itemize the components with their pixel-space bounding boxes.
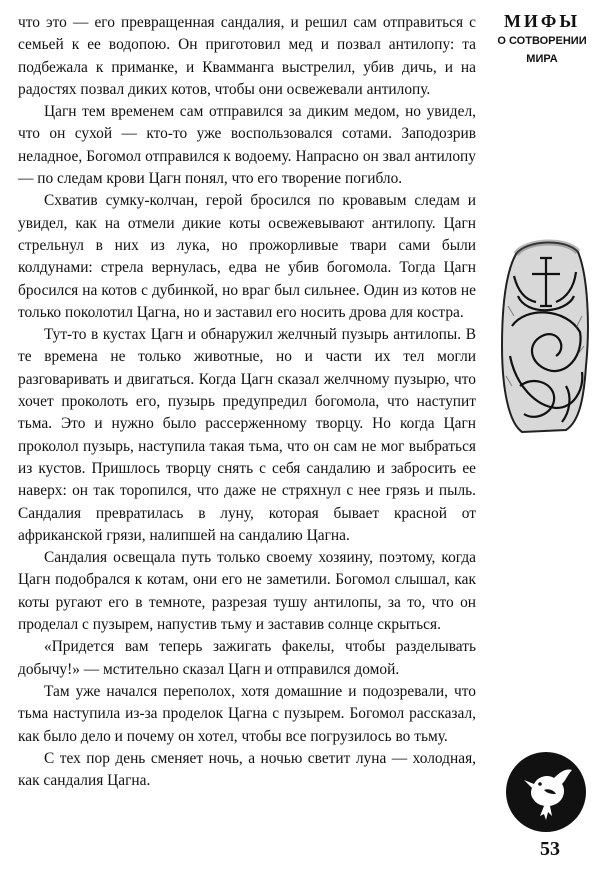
runestone-cross-icon: [496, 236, 592, 436]
bird-emblem-icon: [504, 750, 588, 834]
section-title: МИФЫ: [503, 11, 581, 31]
paragraph-7: Там уже начался переполох, хотя домашние и подозревали, что тьма наступила из-за проделок Цагна с пузырем. Богомол рассказал, как было дело и почему он хотел, чтобы все погрузилось во тьму.: [18, 682, 476, 745]
paragraph-4: Тут-то в кустах Цагн и обнаружил желчный пузырь антилопы. В те времена не только животные, но и части их тел могли разговаривать и двигаться. Когда Цагн сказал желчному пузырю, что хочет проколоть его, пузырь предупредил богомола, что наступит тьма. Это и нужно было рассерженному творцу. Но когда Цагн проколол пузырь, наступила такая тьма, что он сам не мог выбраться из кустов. Пришлось творцу снять с себя сандалию и забросить ее наверх: он так торопился, что даже не стряхнул с нее грязь и пыль. Сандалия превратилась в луну, которая бывает красной от африканской грязи, налипшей на сандалию Цагна.: [18, 326, 476, 544]
page-number: 53: [540, 838, 560, 860]
paragraph-3: Схватив сумку-колчан, герой бросился по кровавым следам и увидел, как на отмели дикие коты освежевывают антилопу. Цагн стрельнул в них из лука, но прожорливые твари сами были колдунами: стрела вернулась, едва не убив богомола. Тогда Цагн бросился на котов с дубинкой, но враг был сильнее. Один из котов не только поколотил Цагна, но и заставил его носить дрова для костра.: [18, 192, 476, 321]
section-subtitle-line2: МИРА: [526, 53, 558, 65]
section-header: [490, 10, 594, 68]
paragraph-5: Сандалия освещала путь только своему хозяину, поэтому, когда Цагн подобрался к котам, они его не заметили. Богомол слышал, как коты ругают его в темноте, разрезая тушу антилопы, за то, что он проделал с пузырем, напустив тьму и заставив солнце скрыться.: [18, 549, 476, 634]
paragraph-8: С тех пор день сменяет ночь, а ночью светит луна — холодная, как сандалия Цагна.: [18, 749, 476, 790]
paragraph-2: Цагн тем временем сам отправился за диким медом, но увидел, что он сухой — кто-то уже воспользовался сотами. Заподозрив неладное, Богомол отправился к водоему. Напрасно он звал антилопу — по следам крови Цагн понял, что его творение погибло.: [18, 103, 476, 188]
paragraph-6: «Придется вам теперь зажигать факелы, чтобы разделывать добычу!» — мстительно сказал Цагн и отправился домой.: [18, 638, 476, 678]
section-subtitle-line1: О СОТВОРЕНИИ: [497, 35, 587, 47]
paragraph-1: что это — его превращенная сандалия, и решил сам отправиться с семьей к ее водопою. Он приготовил мед и позвал антилопу: та подбежала к приманке, и Квамманга выстрелил, убив дичь, и на радостях позвал диких котов, чтобы они освежевали антилопу.: [18, 14, 476, 98]
body-text: [18, 12, 476, 792]
